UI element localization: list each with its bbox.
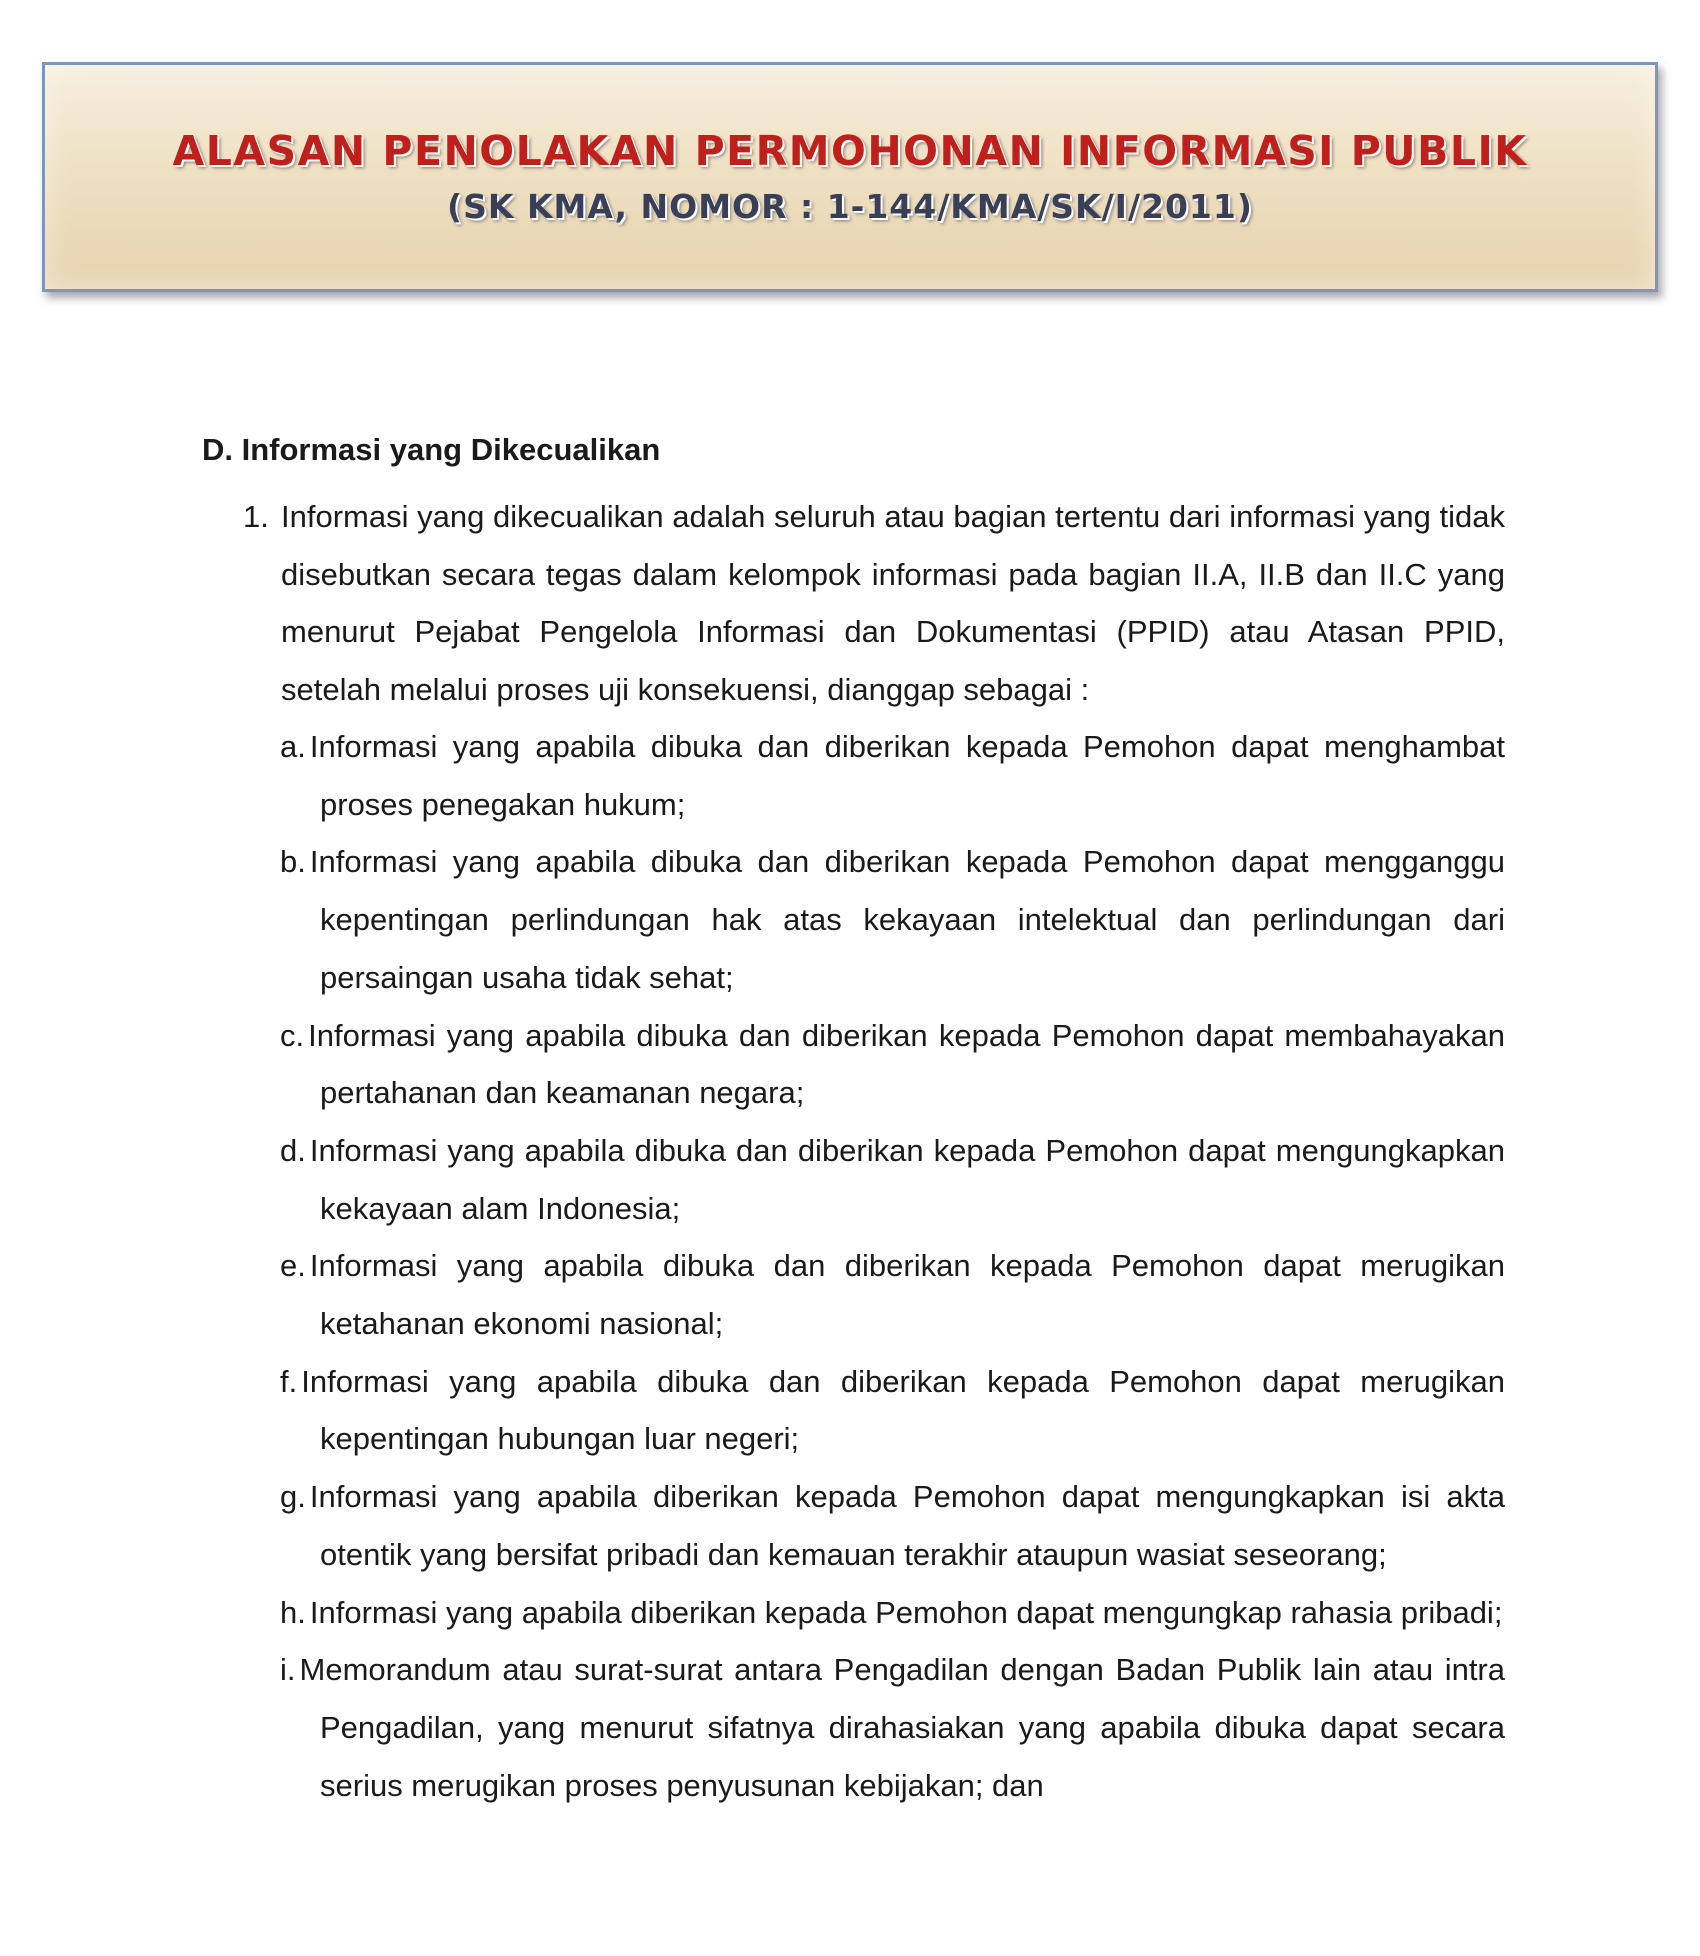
list-item xyxy=(280,1468,1505,1583)
list-item xyxy=(280,1353,1505,1468)
title-banner xyxy=(42,62,1658,292)
list-item-text: Informasi yang apabila dibuka dan diberikan kepada Pemohon dapat membahayakan pertahanan dan keamanan negara; xyxy=(308,1017,1505,1111)
list-item-text: Informasi yang apabila dibuka dan diberikan kepada Pemohon dapat menghambat proses penegakan hukum; xyxy=(309,729,1505,822)
item-text: Informasi yang dikecualikan adalah seluruh atau bagian tertentu dari informasi yang tidak disebutkan secara tegas dalam kelompok informasi pada bagian II.A, II.B dan II.C yang menurut Pejabat Pengelola Informasi dan Dokumentasi (PPID) atau Atasan PPID, setelah melalui proses uji konsekuensi, dianggap sebagai : xyxy=(281,499,1505,708)
list-letter: e. xyxy=(280,1248,306,1284)
list-item-text: Informasi yang apabila dibuka dan diberikan kepada Pemohon dapat merugikan ketahanan ekonomi nasional; xyxy=(309,1248,1505,1342)
list-item-text: Informasi yang apabila dibuka dan diberikan kepada Pemohon dapat mengungkapkan kekayaan alam Indonesia; xyxy=(309,1132,1505,1226)
item-number: 1. xyxy=(243,499,269,534)
list-item xyxy=(280,718,1505,833)
list-item xyxy=(280,833,1505,1006)
numbered-item-1 xyxy=(243,488,1505,719)
list-item-text: Memorandum atau surat-surat antara Pengadilan dengan Badan Publik lain atau intra Pengadilan, yang menurut sifatnya dirahasiakan yang apabila dibuka dapat secara serius merugikan proses penyusunan kebijakan; dan xyxy=(299,1652,1505,1803)
list-item xyxy=(280,1584,1505,1642)
section-heading: D. Informasi yang Dikecualikan xyxy=(202,432,661,467)
list-letter: g. xyxy=(280,1479,306,1515)
list-item xyxy=(280,1007,1505,1122)
list-letter: c. xyxy=(280,1017,305,1053)
list-item-text: Informasi yang apabila diberikan kepada Pemohon dapat mengungkap rahasia pribadi; xyxy=(309,1594,1503,1630)
list-letter: h. xyxy=(280,1594,306,1630)
list-letter: d. xyxy=(280,1132,306,1168)
list-letter: a. xyxy=(280,729,306,764)
list-letter: f. xyxy=(280,1363,298,1399)
list-item-text: Informasi yang apabila dibuka dan diberikan kepada Pemohon dapat merugikan kepentingan hubungan luar negeri; xyxy=(301,1363,1505,1457)
list-item xyxy=(280,1122,1505,1237)
lettered-list xyxy=(280,718,1505,1814)
list-item-text: Informasi yang apabila dibuka dan diberikan kepada Pemohon dapat mengganggu kepentingan perlindungan hak atas kekayaan intelektual dan perlindungan dari persaingan usaha tidak sehat; xyxy=(309,844,1505,995)
list-letter: b. xyxy=(280,844,306,880)
list-item xyxy=(280,1237,1505,1352)
list-item-text: Informasi yang apabila diberikan kepada Pemohon dapat mengungkapkan isi akta otentik yang bersifat pribadi dan kemauan terakhir ataupun wasiat seseorang; xyxy=(309,1479,1505,1572)
banner-title: ALASAN PENOLAKAN PERMOHONAN INFORMASI PUBLIK xyxy=(172,127,1528,175)
list-letter: i. xyxy=(280,1652,296,1688)
list-item xyxy=(280,1641,1505,1814)
banner-subtitle: (SK KMA, NOMOR : 1-144/KMA/SK/I/2011) xyxy=(447,187,1253,226)
